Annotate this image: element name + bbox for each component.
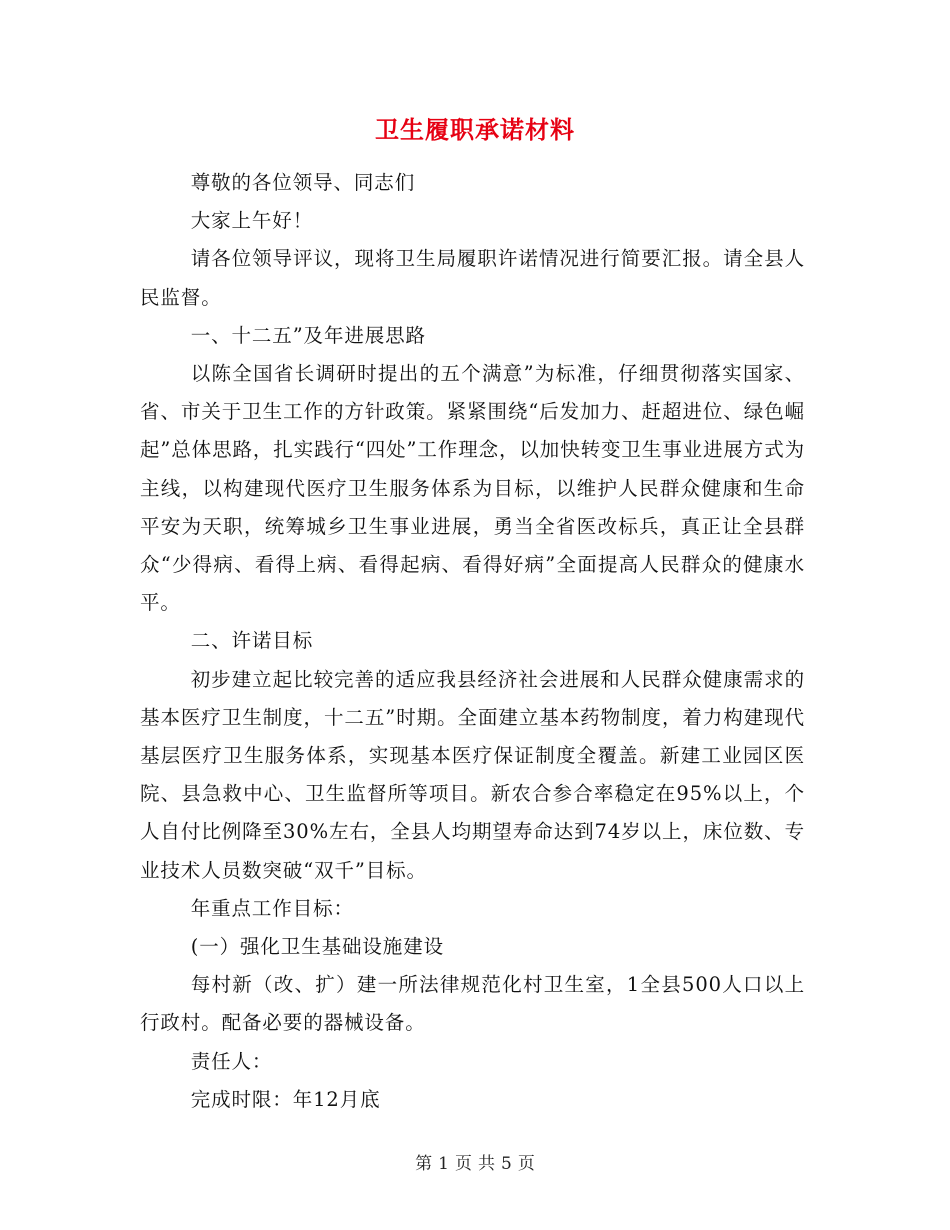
responsible-person: 责任人：	[190, 1049, 273, 1073]
section-1-paragraph: 以陈全国省长调研时提出的五个满意”为标准，仔细贯彻落实国家、省、市关于卫生工作的方针政策。紧紧围绕“后发加力、赶超进位、绿色崛起”总体思路，扎实践行“四处”工作理念，以加快转变卫生事业进展方式为主线，以构建现代医疗卫生服务体系为目标，以维护人民群众健康和生命平安为天职，统筹城乡卫生事业进展，勇当全省医改标兵，真正让全县群众“少得病、看得上病、看得起病、看得好病”全面提高人民群众的健康水平。	[140, 362, 806, 615]
intro-paragraph: 请各位领导评议，现将卫生局履职许诺情况进行简要汇报。请全县人民监督。	[140, 247, 805, 309]
section-2-paragraph: 初步建立起比较完善的适应我县经济社会进展和人民群众健康需求的基本医疗卫生制度，十二五”时期。全面建立基本药物制度，着力构建现代基层医疗卫生服务体系，实现基本医疗保证制度全覆盖。新建工业园区医院、县急救中心、卫生监督所等项目。新农合参合率稳定在95%以上，个人自付比例降至30%左右，全县人均期望寿命达到74岁以上，床位数、专业技术人员数突破“双千”目标。	[140, 667, 805, 882]
document-title: 卫生履职承诺材料	[375, 115, 575, 144]
page-unit: 页	[455, 1154, 472, 1174]
section-heading-1: 一、十二五”及年进展思路	[190, 323, 426, 347]
subsection-1-paragraph: 每村新（改、扩）建一所法律规范化村卫生室，1全县500人口以上行政村。配备必要的器械设备。	[140, 973, 805, 1035]
deadline: 完成时限：年12月底	[190, 1087, 381, 1111]
annual-goals-heading: 年重点工作目标：	[190, 896, 354, 920]
greeting: 大家上午好！	[190, 209, 314, 233]
salutation: 尊敬的各位领导、同志们	[190, 171, 416, 194]
total-pages: 5	[501, 1154, 512, 1174]
subsection-heading-1: (一）强化卫生基础设施建设	[190, 935, 444, 959]
page-number: 1	[438, 1154, 449, 1174]
page-footer	[0, 1152, 950, 1176]
total-label: 共	[478, 1154, 495, 1174]
total-unit: 页	[517, 1154, 535, 1174]
document-body	[140, 164, 805, 1119]
page-label: 第	[415, 1154, 433, 1174]
section-heading-2: 二、许诺目标	[190, 629, 314, 653]
